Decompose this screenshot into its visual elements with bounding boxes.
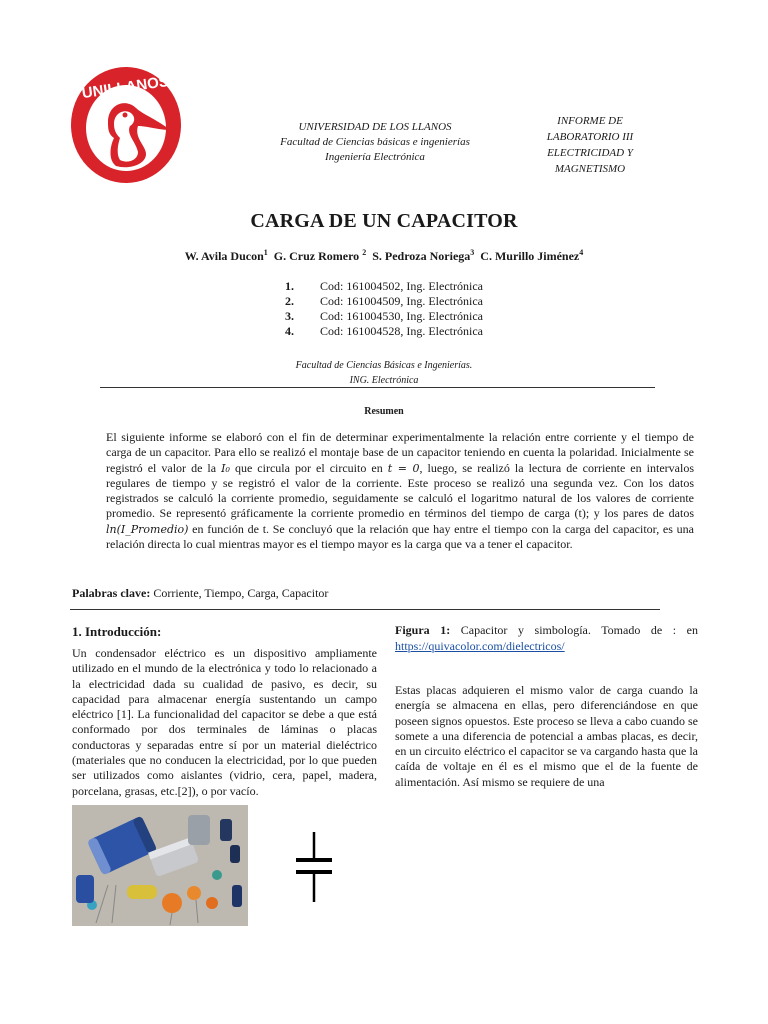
author: S. Pedroza Noriega: [372, 249, 471, 263]
report-line: ELECTRICIDAD Y: [547, 147, 633, 159]
author: C. Murillo Jiménez: [480, 249, 580, 263]
intro-text: Un condensador eléctrico es un dispositivo ampliamente utilizado en el mundo de la electrónica y todo lo relacionado a la electricidad dada su cualidad de pasivo, es decir, su capacidad para almacenar energía sustentando un campo eléctrico [1]. La funcionalidad del capacitor se debe a que está conformado por dos terminales de láminas o placas conductoras y separadas entre sí por un material dieléctrico (materiales que no conducen la electricidad, por lo que pueden ser utilizados como aislantes (vidrio, cera, papel, madera, porcelana, grasas, etc.[2]), o por vacío.: [72, 646, 377, 798]
faculty-block: [0, 358, 768, 388]
university-header: [250, 120, 500, 165]
report-line: LABORATORIO III: [546, 131, 634, 143]
university-name: UNIVERSIDAD DE LOS LLANOS: [298, 121, 452, 133]
abstract-heading: Resumen: [364, 406, 404, 417]
math-inline: I₀: [221, 461, 230, 475]
author: W. Avila Ducon: [184, 249, 264, 263]
author-sup: 1: [263, 248, 268, 257]
faculty-name: Facultad de Ciencias básicas e ingenierías: [280, 136, 470, 148]
list-text: Cod: 161004528, Ing. Electrónica: [320, 324, 483, 338]
figure-caption: [395, 622, 698, 654]
program-name: Ingeniería Electrónica: [325, 151, 425, 163]
faculty-line: ING. Electrónica: [349, 375, 419, 386]
report-line: MAGNETISMO: [554, 163, 626, 175]
figure-label: Figura 1:: [395, 623, 451, 637]
list-number: 3.: [285, 309, 294, 323]
author: G. Cruz Romero: [273, 249, 360, 263]
paper-title: CARGA DE UN CAPACITOR: [250, 210, 518, 232]
report-line: INFORME DE: [557, 115, 623, 127]
list-item: [285, 324, 483, 339]
abstract-part: que circula por el circuito en: [229, 460, 388, 475]
abstract-text: [106, 430, 694, 552]
list-item: [285, 279, 483, 294]
list-text: Cod: 161004530, Ing. Electrónica: [320, 309, 483, 323]
abstract-part: , luego, se realizó la lectura de corriente en intervalos regulares de tiempo y se registró el valor de la corriente. Este proceso se realizó una segunda vez. Con los datos registrados se calculó la corriente promedio, seguidamente se calculó el logaritmo natural de los valores de corriente promedio. Se representó gráficamente la corriente promedio en términos del tiempo de carga (t); y los pares de datos: [106, 460, 694, 521]
list-number: 2.: [285, 294, 294, 308]
divider: [70, 609, 660, 610]
list-number: 1.: [285, 279, 294, 293]
list-text: Cod: 161004509, Ing. Electrónica: [320, 294, 483, 308]
list-text: Cod: 161004502, Ing. Electrónica: [320, 279, 483, 293]
report-label: [525, 113, 655, 177]
author-codes-list: [285, 279, 483, 339]
svg-text:UNILLANOS: UNILLANOS: [80, 73, 170, 103]
reference-link[interactable]: https://quivacolor.com/dielectricos/: [395, 639, 565, 653]
faculty-line: Facultad de Ciencias Básicas e Ingenierías.: [295, 360, 473, 371]
keywords-label: Palabras clave:: [72, 586, 151, 600]
abstract-part: en función de t. Se concluyó que la relación que hay entre el tiempo con la carga del capacitor, es una relación directa lo cual mientras mayor es el tiempo mayor es la carga que va a tener el capacitor.: [106, 521, 694, 552]
math-inline: t = 0: [387, 461, 420, 475]
capacitors-photo: [72, 805, 248, 926]
section-heading: 1. Introducción:: [72, 624, 162, 639]
column2-text: Estas placas adquieren el mismo valor de carga cuando la energía se almacena en ellas, pero diferenciándose en que poseen signos opuestos. Este proceso se lleva a cabo cuando se somete a una diferencia de potencial a ambas placas, es decir, en un circuito eléctrico el capacitor se va cargando hasta que la caída de voltaje en él es el mismo que el de la fuente de alimentación. Así mismo se requiere de una: [395, 683, 698, 789]
math-inline: ln(I_Promedio): [106, 522, 189, 536]
author-list: [0, 248, 768, 264]
author-sup: 4: [579, 248, 584, 257]
keywords: [72, 586, 328, 601]
university-logo: [68, 62, 188, 187]
keywords-text: Corriente, Tiempo, Carga, Capacitor: [150, 586, 329, 600]
list-item: [285, 309, 483, 324]
author-sup: 3: [470, 248, 475, 257]
divider: [100, 387, 655, 388]
figure-caption-text: Capacitor y simbología. Tomado de : en: [450, 623, 698, 637]
abstract-part: El siguiente informe se elaboró con el fin de determinar experimentalmente la relación entre corriente y el tiempo de carga de un capacitor. Para ello se realizó el montaje base de un capacitor teniendo en cuenta la polaridad. Inicialmente se registró el valor de la: [106, 430, 694, 475]
list-item: [285, 294, 483, 309]
list-number: 4.: [285, 324, 294, 338]
author-sup: 2: [362, 248, 367, 257]
capacitor-symbol: [290, 832, 338, 902]
